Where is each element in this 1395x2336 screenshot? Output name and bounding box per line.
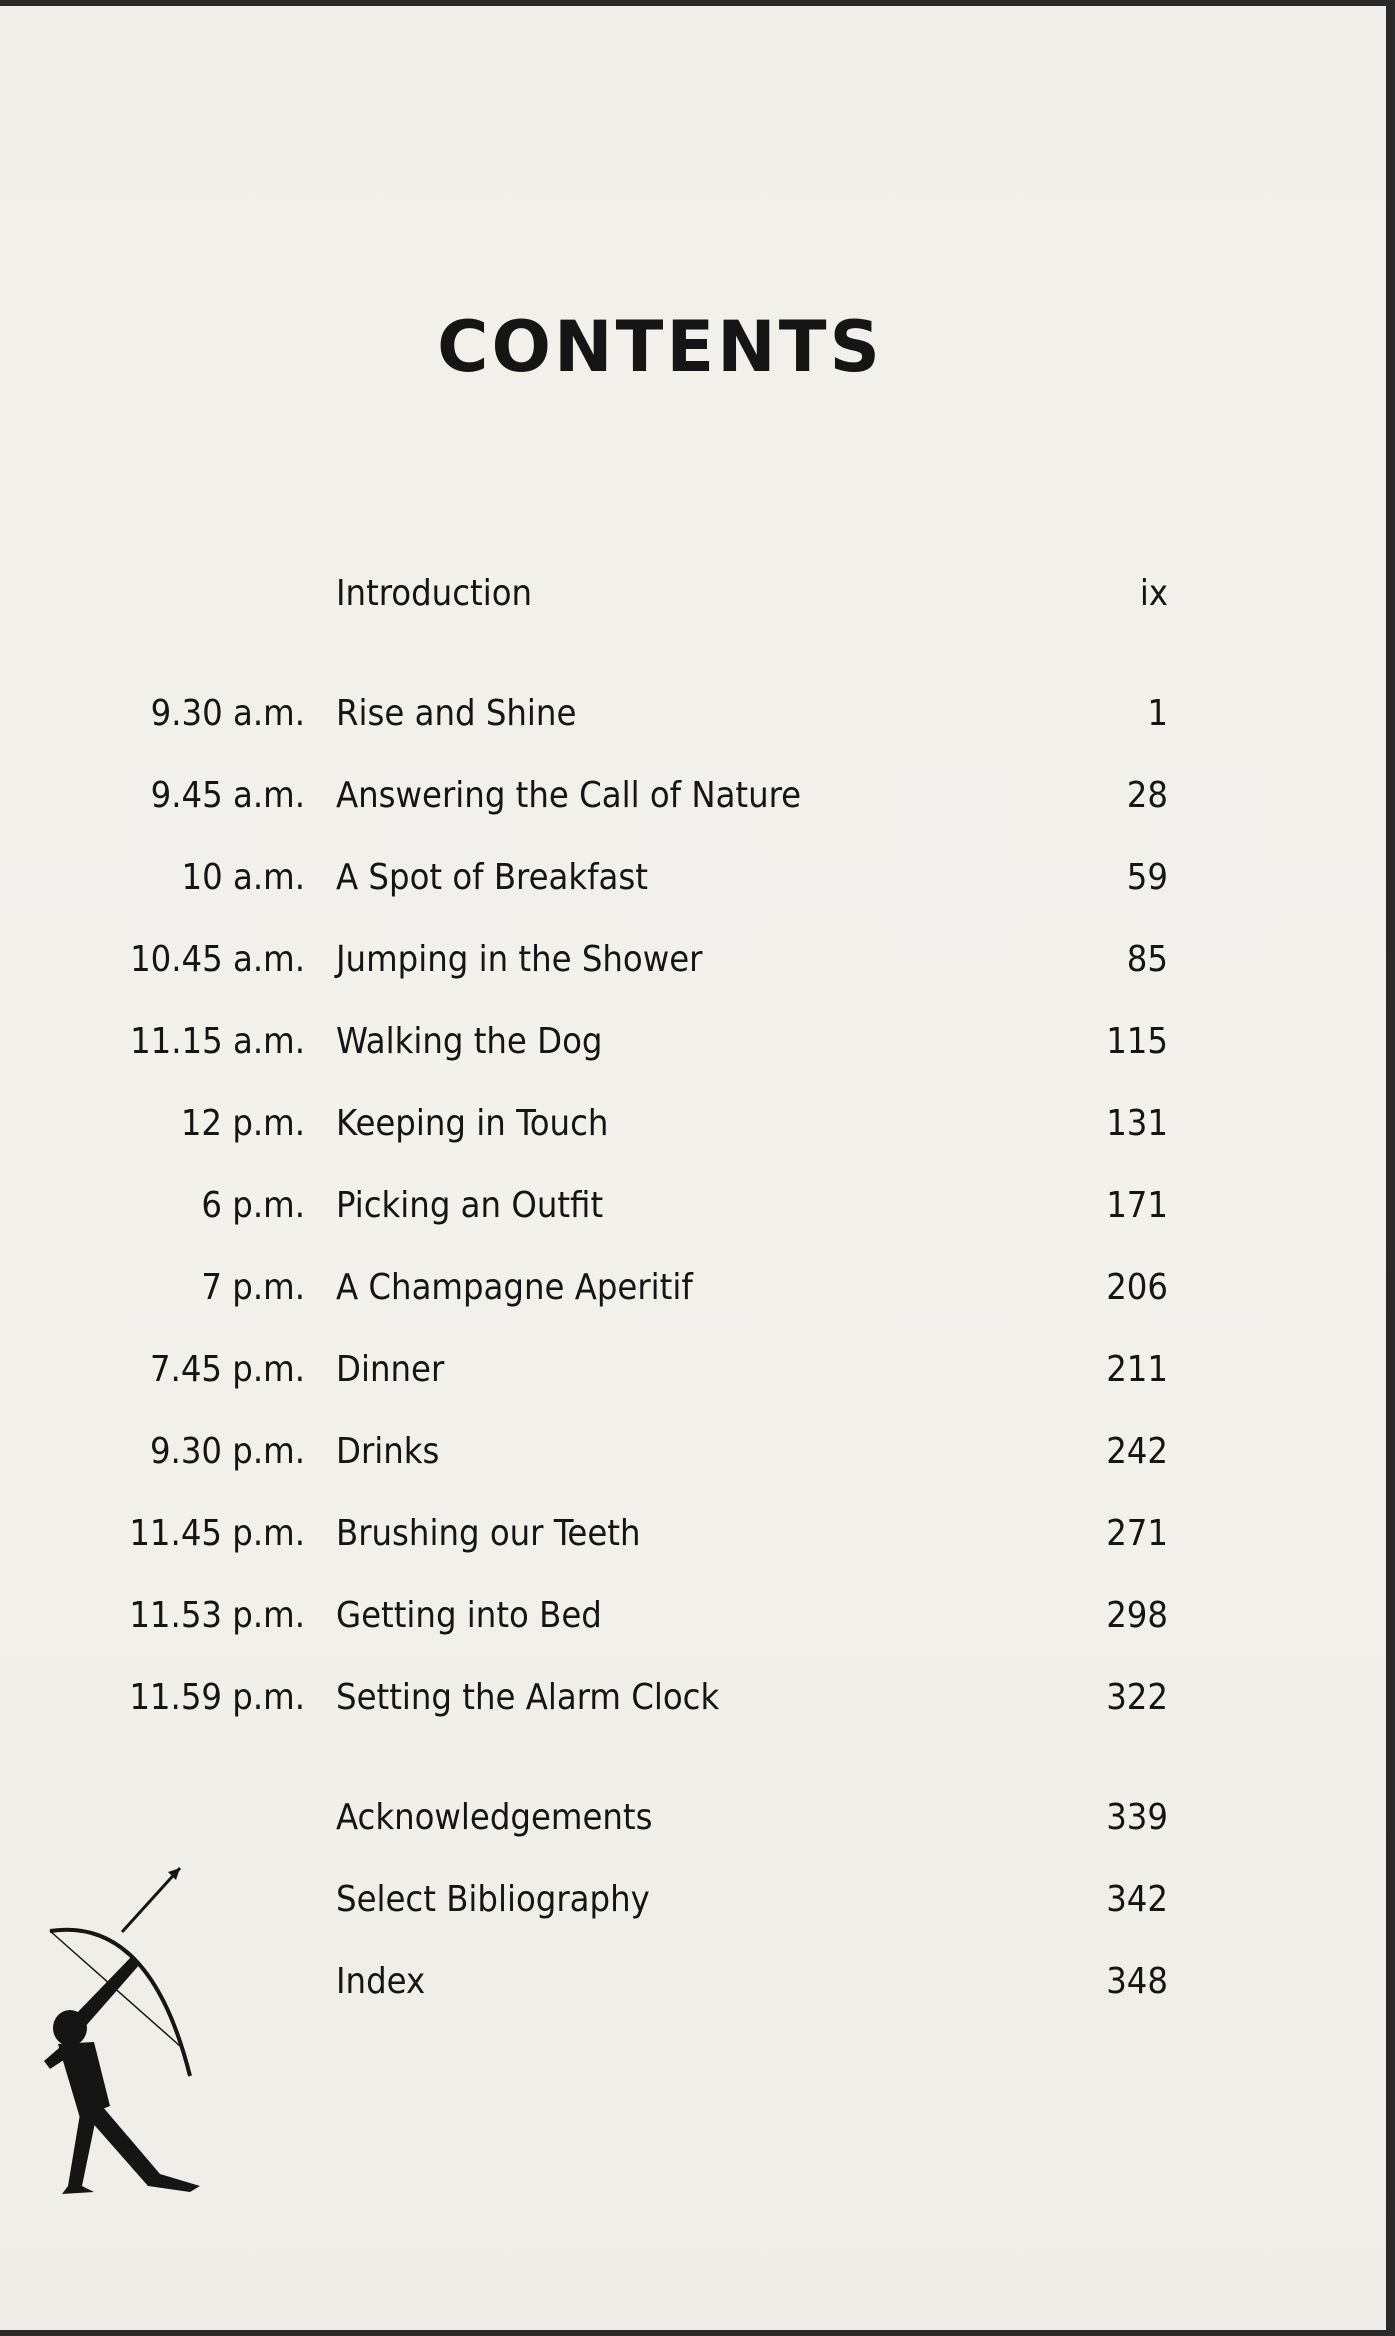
toc-page: 131: [1106, 1103, 1168, 1144]
toc-title: Answering the Call of Nature: [336, 775, 802, 816]
toc-time: 11.15 a.m.: [130, 1021, 305, 1062]
toc-time: 10.45 a.m.: [130, 939, 305, 980]
toc-page: 206: [1106, 1267, 1168, 1308]
toc-entry: [0, 930, 1386, 990]
toc-page: 115: [1106, 1021, 1168, 1062]
toc-title: Getting into Bed: [336, 1595, 602, 1636]
toc-entry: [0, 1504, 1386, 1564]
toc-entry: [0, 1340, 1386, 1400]
toc-time: 7.45 p.m.: [149, 1349, 305, 1390]
toc-title: Keeping in Touch: [336, 1103, 609, 1144]
toc-time: 9.30 p.m.: [149, 1431, 305, 1472]
toc-time: 9.30 a.m.: [150, 693, 305, 734]
toc-entry: [0, 1586, 1386, 1646]
toc-title: Select Bibliography: [336, 1879, 650, 1920]
toc-entry: [0, 1012, 1386, 1072]
toc-time: 9.45 a.m.: [150, 775, 305, 816]
toc-title: Walking the Dog: [336, 1021, 603, 1062]
toc-title: Jumping in the Shower: [336, 939, 703, 980]
toc-page: 339: [1106, 1797, 1168, 1838]
toc-entry: [0, 1788, 1386, 1848]
toc-title: A Champagne Aperitif: [336, 1267, 693, 1308]
toc-time: 11.53 p.m.: [129, 1595, 305, 1636]
toc-entry: [0, 1422, 1386, 1482]
toc-page: 242: [1106, 1431, 1168, 1472]
toc-title: Introduction: [336, 573, 533, 614]
toc-entry: [0, 684, 1386, 744]
toc-title: Drinks: [336, 1431, 440, 1472]
toc-page: 348: [1106, 1961, 1168, 2002]
toc-page: 59: [1126, 857, 1168, 898]
toc-entry: [0, 848, 1386, 908]
page-title: CONTENTS: [437, 306, 883, 388]
toc-title: Brushing our Teeth: [336, 1513, 641, 1554]
toc-title: Setting the Alarm Clock: [336, 1677, 720, 1718]
toc-entry: [0, 1258, 1386, 1318]
toc-time: 10 a.m.: [181, 857, 305, 898]
toc-title: Acknowledgements: [336, 1797, 653, 1838]
toc-time: 11.59 p.m.: [129, 1677, 305, 1718]
toc-entry: [0, 1094, 1386, 1154]
toc-page: 1: [1147, 693, 1168, 734]
toc-time: 6 p.m.: [201, 1185, 305, 1226]
toc-time: 12 p.m.: [180, 1103, 305, 1144]
toc-title: Picking an Outfit: [336, 1185, 604, 1226]
toc-entry: [0, 1668, 1386, 1728]
toc-page: 171: [1106, 1185, 1168, 1226]
archer-icon: [30, 1856, 220, 2196]
toc-entry: [0, 766, 1386, 826]
toc-page: ix: [1139, 573, 1168, 614]
toc-page: 342: [1106, 1879, 1168, 1920]
toc-time: 7 p.m.: [201, 1267, 305, 1308]
toc-page: 28: [1126, 775, 1168, 816]
toc-entry: [0, 1176, 1386, 1236]
toc-entry: [0, 564, 1386, 624]
toc-title: Rise and Shine: [336, 693, 577, 734]
toc-page: 85: [1126, 939, 1168, 980]
toc-page: 211: [1106, 1349, 1168, 1390]
book-page: [0, 6, 1386, 2330]
toc-page: 322: [1106, 1677, 1168, 1718]
toc-title: Index: [336, 1961, 426, 2002]
toc-title: Dinner: [336, 1349, 445, 1390]
toc-page: 271: [1106, 1513, 1168, 1554]
toc-page: 298: [1106, 1595, 1168, 1636]
toc-title: A Spot of Breakfast: [336, 857, 648, 898]
toc-time: 11.45 p.m.: [129, 1513, 305, 1554]
